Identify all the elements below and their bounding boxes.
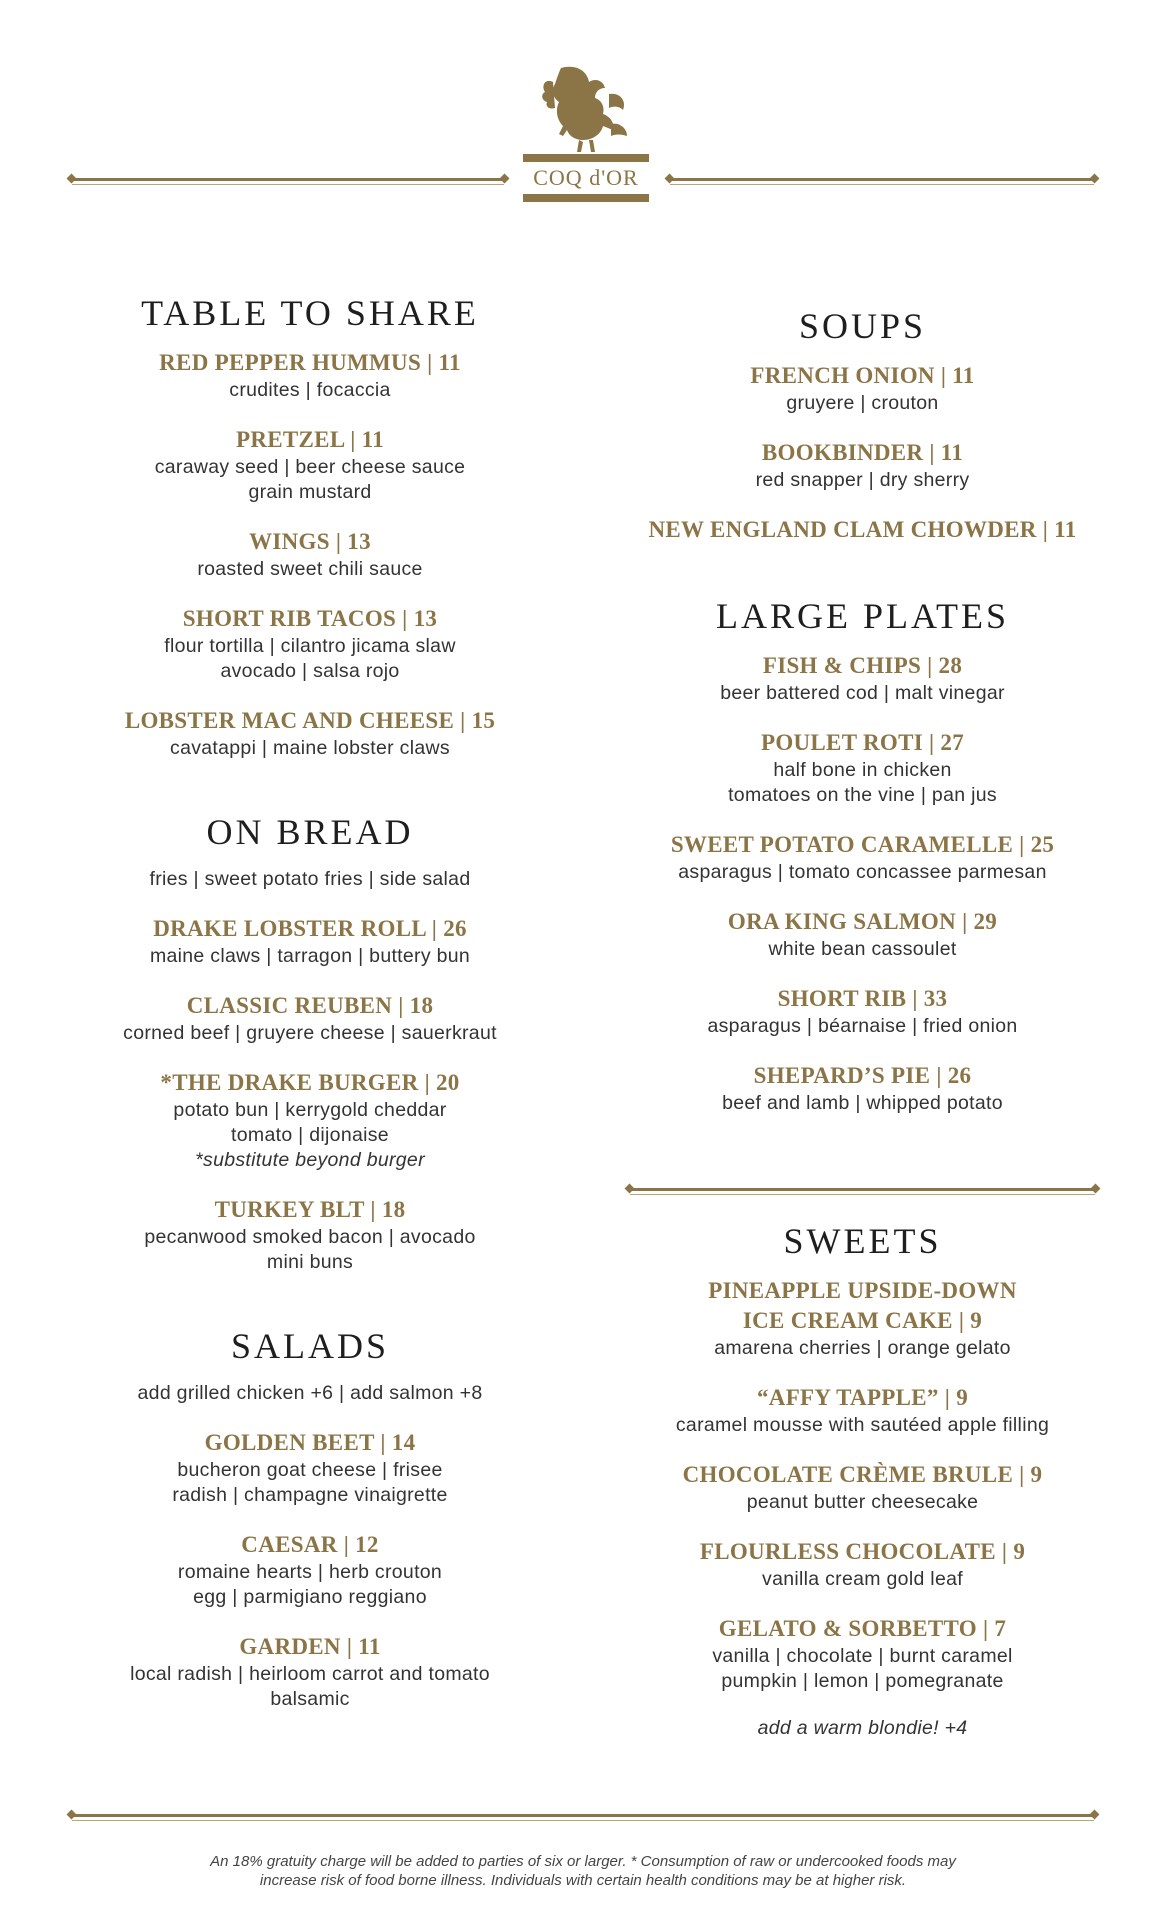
coq-dor-logo (523, 64, 649, 204)
item-substitute-note: *substitute beyond burger (195, 1149, 425, 1171)
menu-item (70, 991, 550, 1046)
item-description: peanut butter cheesecake (746, 1491, 979, 1513)
menu-item (630, 984, 1095, 1039)
item-description: caramel mousse with sautéed apple filling (675, 1414, 1050, 1436)
item-name: FRENCH ONION | 11 (750, 363, 975, 388)
sweets-divider-rule (630, 1188, 1095, 1191)
section-soups (630, 305, 1095, 545)
menu-item (630, 438, 1095, 493)
item-description: radish | champagne vinaigrette (172, 1484, 448, 1506)
item-name: NEW ENGLAND CLAM CHOWDER | 11 (648, 517, 1077, 542)
menu-item (630, 1383, 1095, 1438)
item-description: avocado | salsa rojo (220, 660, 400, 682)
section-on-bread (70, 811, 550, 1275)
item-name: TURKEY BLT | 18 (214, 1197, 406, 1222)
header-rule-left (72, 178, 504, 181)
item-name: GARDEN | 11 (239, 1634, 381, 1659)
item-description: potato bun | kerrygold cheddar (173, 1099, 447, 1121)
item-description: bucheron goat cheese | frisee (177, 1459, 443, 1481)
item-description: beef and lamb | whipped potato (722, 1092, 1003, 1114)
item-description: beer battered cod | malt vinegar (720, 682, 1005, 704)
item-name: CHOCOLATE CRÈME BRULE | 9 (682, 1462, 1043, 1487)
item-name: PRETZEL | 11 (236, 427, 384, 452)
section-title: SALADS (230, 1326, 390, 1366)
menu-item (630, 728, 1095, 808)
item-name: SHORT RIB TACOS | 13 (182, 606, 438, 631)
item-description: crudites | focaccia (229, 379, 391, 401)
item-name: BOOKBINDER | 11 (761, 440, 964, 465)
item-description: corned beef | gruyere cheese | sauerkraut (123, 1022, 497, 1044)
item-description: romaine hearts | herb crouton (177, 1561, 443, 1583)
item-name: SWEET POTATO CARAMELLE | 25 (670, 832, 1055, 857)
item-description: balsamic (270, 1688, 350, 1710)
header-rule-right (670, 178, 1094, 181)
item-description: tomatoes on the vine | pan jus (728, 784, 997, 806)
item-description: asparagus | béarnaise | fried onion (707, 1015, 1018, 1037)
right-column (630, 305, 1095, 1166)
menu-item (70, 706, 550, 761)
menu-item (70, 604, 550, 684)
section-title: ON BREAD (206, 812, 414, 852)
item-name: GELATO & SORBETTO | 7 (718, 1616, 1007, 1641)
section-salads (70, 1325, 550, 1712)
rooster-icon (523, 64, 649, 154)
item-description: vanilla cream gold leaf (762, 1568, 963, 1590)
item-description: pecanwood smoked bacon | avocado (144, 1226, 476, 1248)
menu-item (630, 361, 1095, 416)
section-title: TABLE TO SHARE (141, 293, 479, 333)
menu-item (70, 527, 550, 582)
item-name: CLASSIC REUBEN | 18 (186, 993, 434, 1018)
item-description: local radish | heirloom carrot and tomato (130, 1663, 490, 1685)
item-description: maine claws | tarragon | buttery bun (149, 945, 471, 967)
footer-rule (72, 1814, 1094, 1817)
menu-item (630, 1276, 1095, 1361)
footer-line: increase risk of food borne illness. Individuals with certain health conditions may be at higher risk. (259, 1872, 907, 1889)
item-description: white bean cassoulet (768, 938, 957, 960)
item-description: gruyere | crouton (786, 392, 939, 414)
item-name: PINEAPPLE UPSIDE-DOWN (708, 1278, 1017, 1303)
item-description: half bone in chicken (773, 759, 952, 781)
item-description: flour tortilla | cilantro jicama slaw (164, 635, 456, 657)
item-name: *THE DRAKE BURGER | 20 (160, 1070, 460, 1095)
item-name: RED PEPPER HUMMUS | 11 (159, 350, 461, 375)
item-name: SHEPARD’S PIE | 26 (753, 1063, 972, 1088)
section-large-plates (630, 595, 1095, 1116)
item-name-line2: ICE CREAM CAKE | 9 (742, 1308, 983, 1333)
section-note: add grilled chicken +6 | add salmon +8 (137, 1382, 483, 1404)
logo-plaque (523, 154, 649, 202)
item-name: ORA KING SALMON | 29 (727, 909, 998, 934)
left-column (70, 292, 550, 1762)
menu-item (70, 1632, 550, 1712)
section-title: SOUPS (798, 306, 927, 346)
item-name: WINGS | 13 (249, 529, 371, 554)
footer-line: An 18% gratuity charge will be added to parties of six or larger. * Consumption of raw or undercooked foods may (210, 1853, 956, 1870)
item-name: FLOURLESS CHOCOLATE | 9 (699, 1539, 1026, 1564)
item-description: egg | parmigiano reggiano (193, 1586, 427, 1608)
item-description: tomato | dijonaise (231, 1124, 389, 1146)
section-title: SWEETS (783, 1221, 942, 1261)
menu-item (630, 651, 1095, 706)
section-table-to-share (70, 292, 550, 761)
menu-item (70, 1530, 550, 1610)
item-description: red snapper | dry sherry (755, 469, 970, 491)
menu-item (70, 1068, 550, 1173)
item-description: pumpkin | lemon | pomegranate (721, 1670, 1004, 1692)
menu-item (630, 1460, 1095, 1515)
menu-header (0, 0, 1166, 220)
sweets-addon-note: add a warm blondie! +4 (757, 1717, 968, 1739)
item-description: caraway seed | beer cheese sauce (154, 456, 466, 478)
item-name: “AFFY TAPPLE” | 9 (757, 1385, 968, 1410)
item-description: asparagus | tomato concassee parmesan (678, 861, 1047, 883)
menu-item (70, 425, 550, 505)
section-title: LARGE PLATES (715, 596, 1009, 636)
item-description: mini buns (266, 1251, 354, 1273)
item-description: cavatappi | maine lobster claws (170, 737, 450, 759)
logo-wordmark: COQ d'OR (533, 165, 639, 190)
menu-item (630, 1614, 1095, 1694)
item-description: grain mustard (248, 481, 372, 503)
item-name: CAESAR | 12 (241, 1532, 379, 1557)
menu-item (630, 515, 1095, 545)
menu-item (70, 348, 550, 403)
section-sweets (630, 1220, 1095, 1763)
menu-item (70, 1195, 550, 1275)
item-name: FISH & CHIPS | 28 (762, 653, 963, 678)
menu-item (630, 1537, 1095, 1592)
item-name: DRAKE LOBSTER ROLL | 26 (153, 916, 467, 941)
menu-item (70, 1428, 550, 1508)
item-name: GOLDEN BEET | 14 (204, 1430, 416, 1455)
menu-item (630, 830, 1095, 885)
item-name: LOBSTER MAC AND CHEESE | 15 (124, 708, 496, 733)
item-name: SHORT RIB | 33 (777, 986, 948, 1011)
item-name: POULET ROTI | 27 (760, 730, 965, 755)
menu-item (70, 914, 550, 969)
menu-item (630, 1061, 1095, 1116)
item-description: amarena cherries | orange gelato (714, 1337, 1011, 1359)
menu-item (630, 907, 1095, 962)
item-description: roasted sweet chili sauce (197, 558, 423, 580)
item-description: vanilla | chocolate | burnt caramel (712, 1645, 1013, 1667)
footer-disclaimer (90, 1852, 1076, 1890)
section-note: fries | sweet potato fries | side salad (149, 868, 471, 890)
